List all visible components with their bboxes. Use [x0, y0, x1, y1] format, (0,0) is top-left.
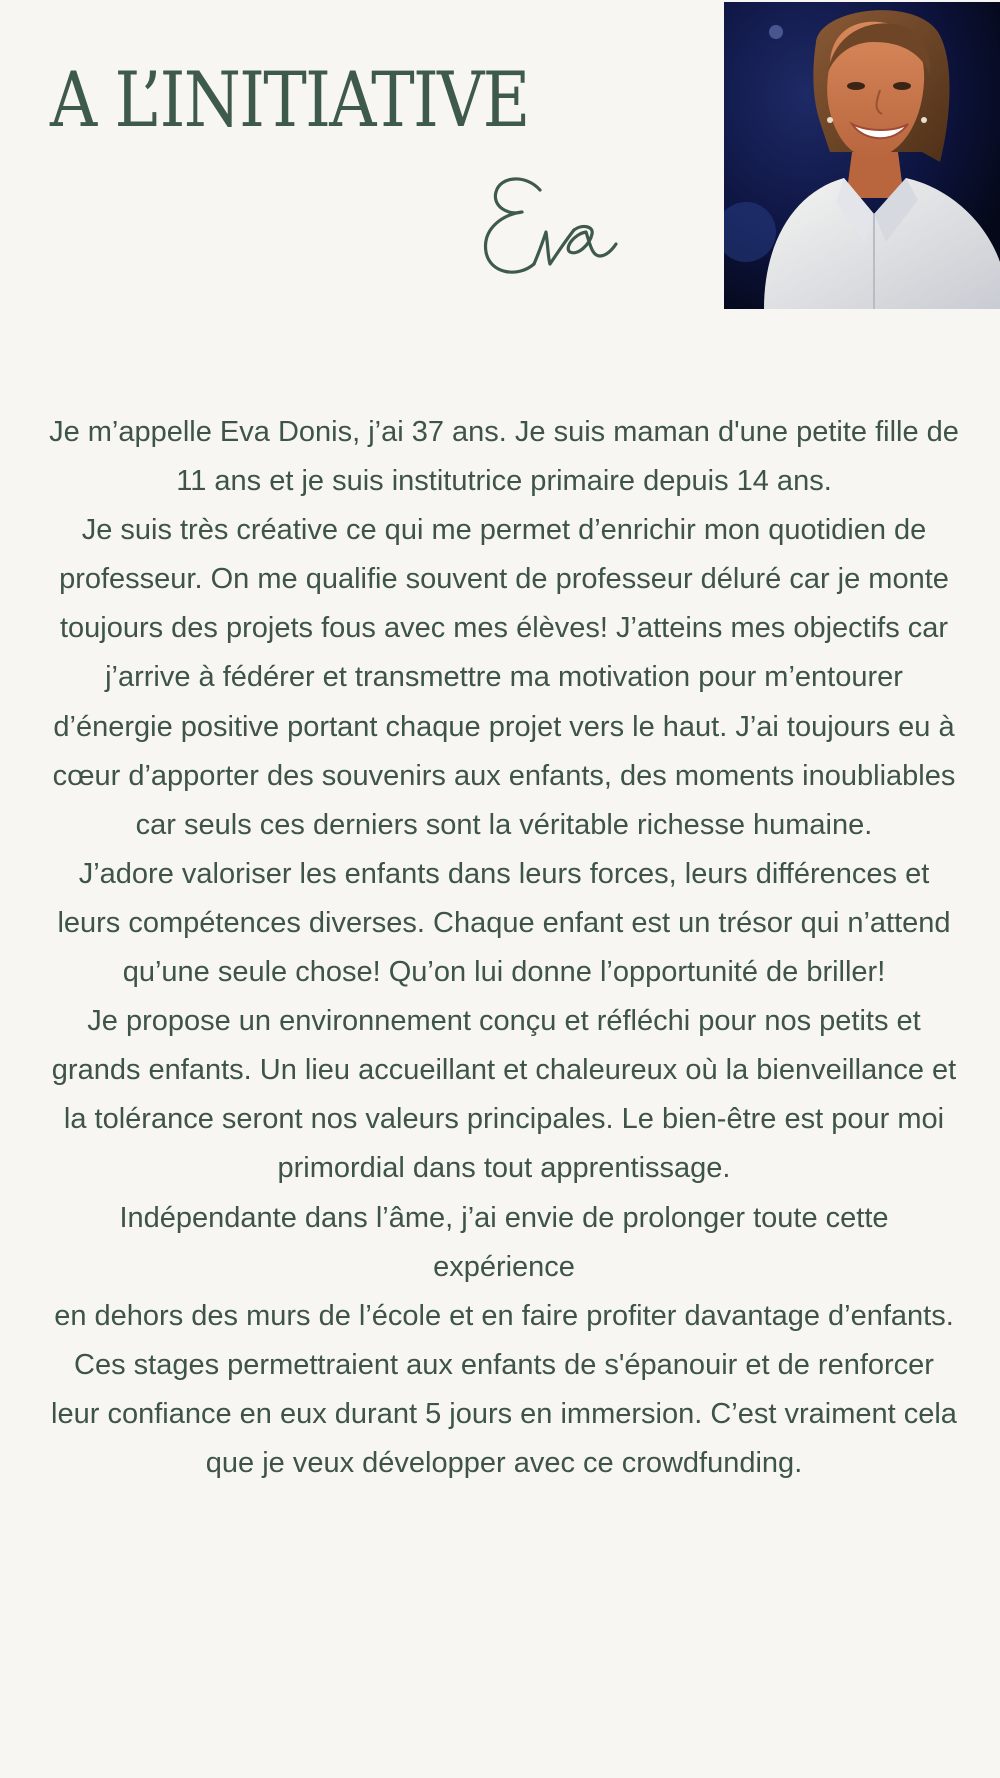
bio-paragraph-intro: Je m’appelle Eva Donis, j’ai 37 ans. Je suis maman d'une petite fille de 11 ans et je suis institutrice primaire depuis 14 ans. — [49, 416, 959, 498]
bio-paragraph-outside-school: en dehors des murs de l’école et en faire profiter davantage d’enfants. — [54, 1299, 954, 1332]
bio-paragraph-crowdfunding: Ces stages permettraient aux enfants de s'épanouir et de renforcer leur confiance en eux durant 5 jours en immersion. C’est vraiment cela que je veux développer avec ce crowdfunding. — [51, 1348, 957, 1479]
signature-eva — [478, 170, 638, 300]
bio-paragraph-independent: Indépendante dans l’âme, j’ai envie de prolonger toute cette expérience — [119, 1201, 889, 1283]
bio-paragraph-environment: Je propose un environnement conçu et réfléchi pour nos petits et grands enfants. Un lieu accueillant et chaleureux où la bienveillance et la tolérance seront nos valeurs principales. Le bien-être est pour moi primordial dans tout apprentissage. — [51, 1005, 957, 1185]
bio-text — [48, 408, 960, 1488]
bio-paragraph-creative: Je suis très créative ce qui me permet d’enrichir mon quotidien de professeur. On me qualifie souvent de professeur déluré car je monte toujours des projets fous avec mes élèves! J’atteins mes objectifs car j’arrive à fédérer et transmettre ma motivation pour m’entourer d’énergie positive portant chaque projet vers le haut. J’ai toujours eu à cœur d’apporter des souvenirs aux enfants, des moments inoubliables car seuls ces derniers sont la véritable richesse humaine. — [52, 514, 956, 841]
page-title: A L’INITIATIVE — [50, 55, 529, 144]
portrait-photo — [724, 2, 1000, 309]
portrait-photo-icon — [724, 2, 1000, 309]
bio-paragraph-values: J’adore valoriser les enfants dans leurs forces, leurs différences et leurs compétences diverses. Chaque enfant est un trésor qui n’attend qu’une seule chose! Qu’on lui donne l’opportunité de briller! — [57, 857, 951, 989]
